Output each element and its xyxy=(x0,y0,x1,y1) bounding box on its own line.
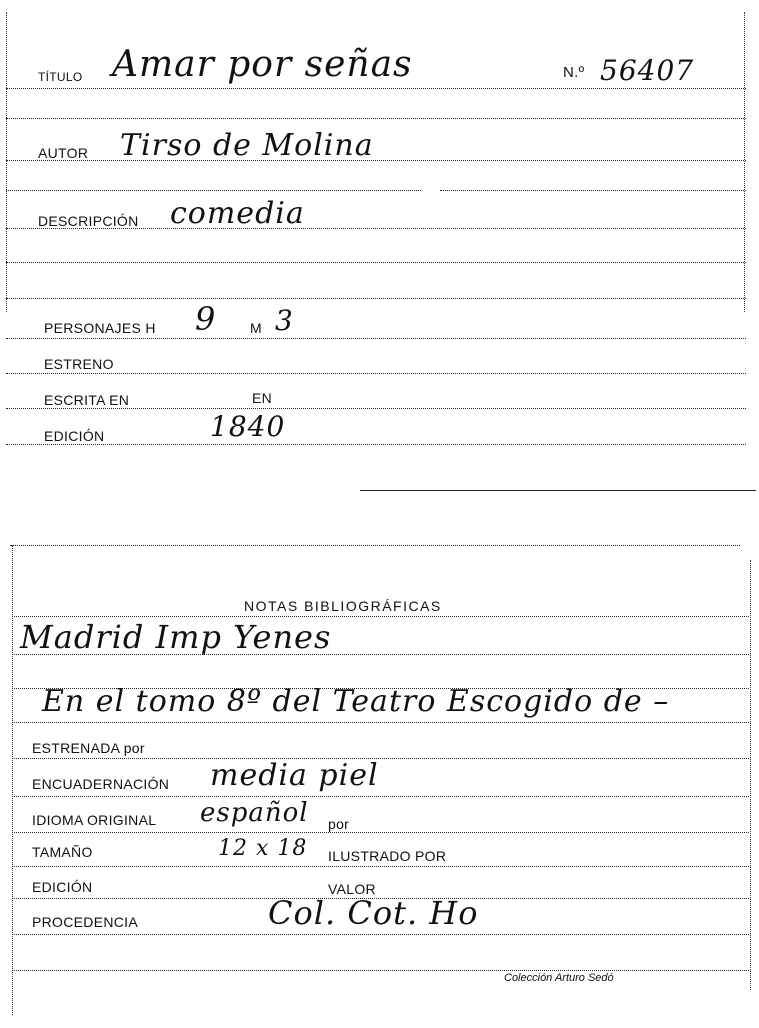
procedencia-value: Col. Cot. Ho xyxy=(268,894,479,932)
escrita-label: ESCRITA EN xyxy=(44,392,130,408)
card-left-edge xyxy=(12,545,13,1015)
numero-label: N.º xyxy=(563,64,585,81)
rule xyxy=(6,88,746,89)
en-label: EN xyxy=(252,390,273,406)
idioma-por: por xyxy=(328,816,350,832)
rule xyxy=(14,758,749,759)
idioma-value: español xyxy=(200,798,309,828)
tamano-value: 12 x 18 xyxy=(218,836,308,861)
personajes-m-value: 3 xyxy=(275,304,294,337)
catalog-card-bottom xyxy=(0,540,759,1028)
rule xyxy=(14,832,749,833)
descripcion-value: comedia xyxy=(170,196,305,231)
card-top-edge xyxy=(10,545,740,546)
rule xyxy=(6,408,746,409)
note-line-2: En el tomo 8º del Teatro Escogido de – xyxy=(42,684,670,719)
rule xyxy=(14,722,749,723)
titulo-value: Amar por señas xyxy=(112,44,413,85)
notas-heading: NOTAS BIBLIOGRÁFICAS xyxy=(244,598,442,614)
titulo-label: TÍTULO xyxy=(38,70,83,84)
personajes-h-label: PERSONAJES H xyxy=(44,320,156,336)
rule xyxy=(6,228,746,229)
catalog-card-top xyxy=(0,0,759,500)
rule xyxy=(14,654,749,655)
card-right-edge xyxy=(750,560,751,990)
note-line-1: Madrid Imp Yenes xyxy=(20,618,332,656)
autor-label: AUTOR xyxy=(38,145,89,161)
idioma-label: IDIOMA ORIGINAL xyxy=(32,812,157,828)
edicion-label: EDICIÓN xyxy=(32,879,93,895)
edicion-label: EDICIÓN xyxy=(44,428,105,444)
rule xyxy=(14,796,749,797)
descripcion-label: DESCRIPCIÓN xyxy=(38,213,139,229)
estreno-label: ESTRENO xyxy=(44,356,114,372)
rule xyxy=(14,934,749,935)
rule xyxy=(6,160,746,161)
tamano-label: TAMAÑO xyxy=(32,844,93,860)
rule xyxy=(6,190,421,191)
collection-footer: Colección Arturo Sedó xyxy=(504,972,614,984)
procedencia-label: PROCEDENCIA xyxy=(32,914,138,930)
rule xyxy=(14,866,749,867)
rule xyxy=(6,338,746,339)
rule xyxy=(6,118,746,119)
rule xyxy=(440,190,746,191)
personajes-h-value: 9 xyxy=(195,300,217,338)
numero-value: 56407 xyxy=(600,54,695,87)
ilustrado-label: ILUSTRADO POR xyxy=(328,848,447,864)
rule xyxy=(6,298,746,299)
valor-label: VALOR xyxy=(328,881,376,897)
rule xyxy=(14,970,749,971)
rule xyxy=(6,373,746,374)
personajes-m-label: M xyxy=(250,320,262,336)
estrenada-label: ESTRENADA por xyxy=(32,740,145,756)
encuadernacion-label: ENCUADERNACIÓN xyxy=(32,776,170,792)
encuadernacion-value: media piel xyxy=(210,758,379,793)
rule xyxy=(6,262,746,263)
autor-value: Tirso de Molina xyxy=(120,128,374,163)
rule xyxy=(14,616,749,617)
card-bottom-edge xyxy=(360,490,756,491)
card-right-edge xyxy=(744,12,745,312)
rule xyxy=(6,444,746,445)
edicion-value: 1840 xyxy=(210,410,286,443)
card-left-edge xyxy=(6,12,7,312)
